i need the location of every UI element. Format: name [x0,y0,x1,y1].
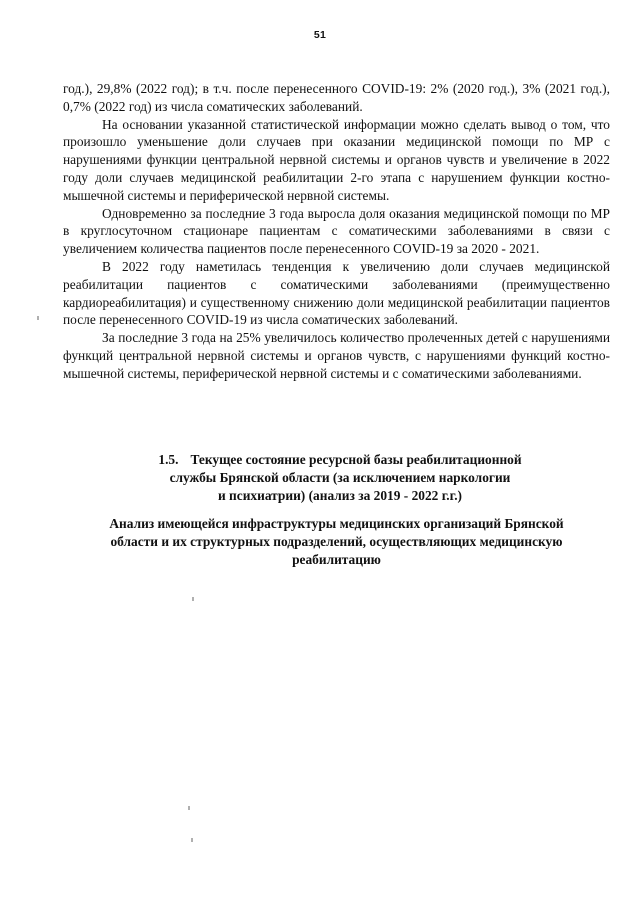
body-text [63,80,610,383]
paragraph-3: Одновременно за последние 3 года выросла доля оказания медицинской помощи по МР в круглосуточном стационаре пациентам с соматическими заболеваниями в связи с увеличением количества пациентов после перенесенного COVID-19 за 2020 - 2021. [63,205,610,257]
paragraph-1: год.), 29,8% (2022 год); в т.ч. после перенесенного COVID-19: 2% (2020 год.), 3% (2021 год.), 0,7% (2022 год) из числа соматических заболеваний. [63,81,610,114]
scan-speck [188,806,190,810]
subsection-heading [63,515,610,568]
scan-speck [37,316,39,320]
scan-speck [191,838,193,842]
paragraph-5: За последние 3 года на 25% увеличилось количество пролеченных детей с нарушениями функций центральной нервной системы и органов чувств, с нарушениями функций костно-мышечной системы, периферической нервной системы и с соматическими заболеваниями. [63,330,610,381]
subsection-heading-line-1: Анализ имеющейся инфраструктуры медицинских организаций Брянской [109,516,564,531]
paragraph-4: В 2022 году наметилась тенденция к увеличению доли случаев медицинской реабилитации пациентов с соматическими заболеваниями (преимущественно кардиореабилитация) и существенному снижению доли медицинской реабилитации пациентов после перенесенного COVID-19 из числа соматических заболеваний. [63,258,610,328]
section-heading-line-3: и психиатрии) (анализ за 2019 - 2022 г.г.) [217,487,463,503]
section-heading [110,451,570,504]
subsection-heading-line-2: области и их структурных подразделений, осуществляющих медицинскую [110,533,563,549]
subsection-heading-line-3: реабилитацию [292,551,381,567]
paragraph-2: На основании указанной статистической информации можно сделать вывод о том, что произошло уменьшение доли случаев при оказании медицинской помощи по МР с нарушениями функции центральной нервной системы и органов чувств и увеличение в 2022 году доли случаев медицинской реабилитации 2-го этапа с нарушением функции костно-мышечной системы и периферической нервной системы. [63,116,610,203]
section-heading-line-1 [110,451,570,469]
scan-speck [192,597,194,601]
section-title-part-1: Текущее состояние ресурсной базы реабилитационной [190,452,522,467]
section-heading-line-2: службы Брянской области (за исключением наркологии [169,469,511,485]
page-number: 51 [313,29,327,41]
section-number: 1.5. [158,452,179,467]
